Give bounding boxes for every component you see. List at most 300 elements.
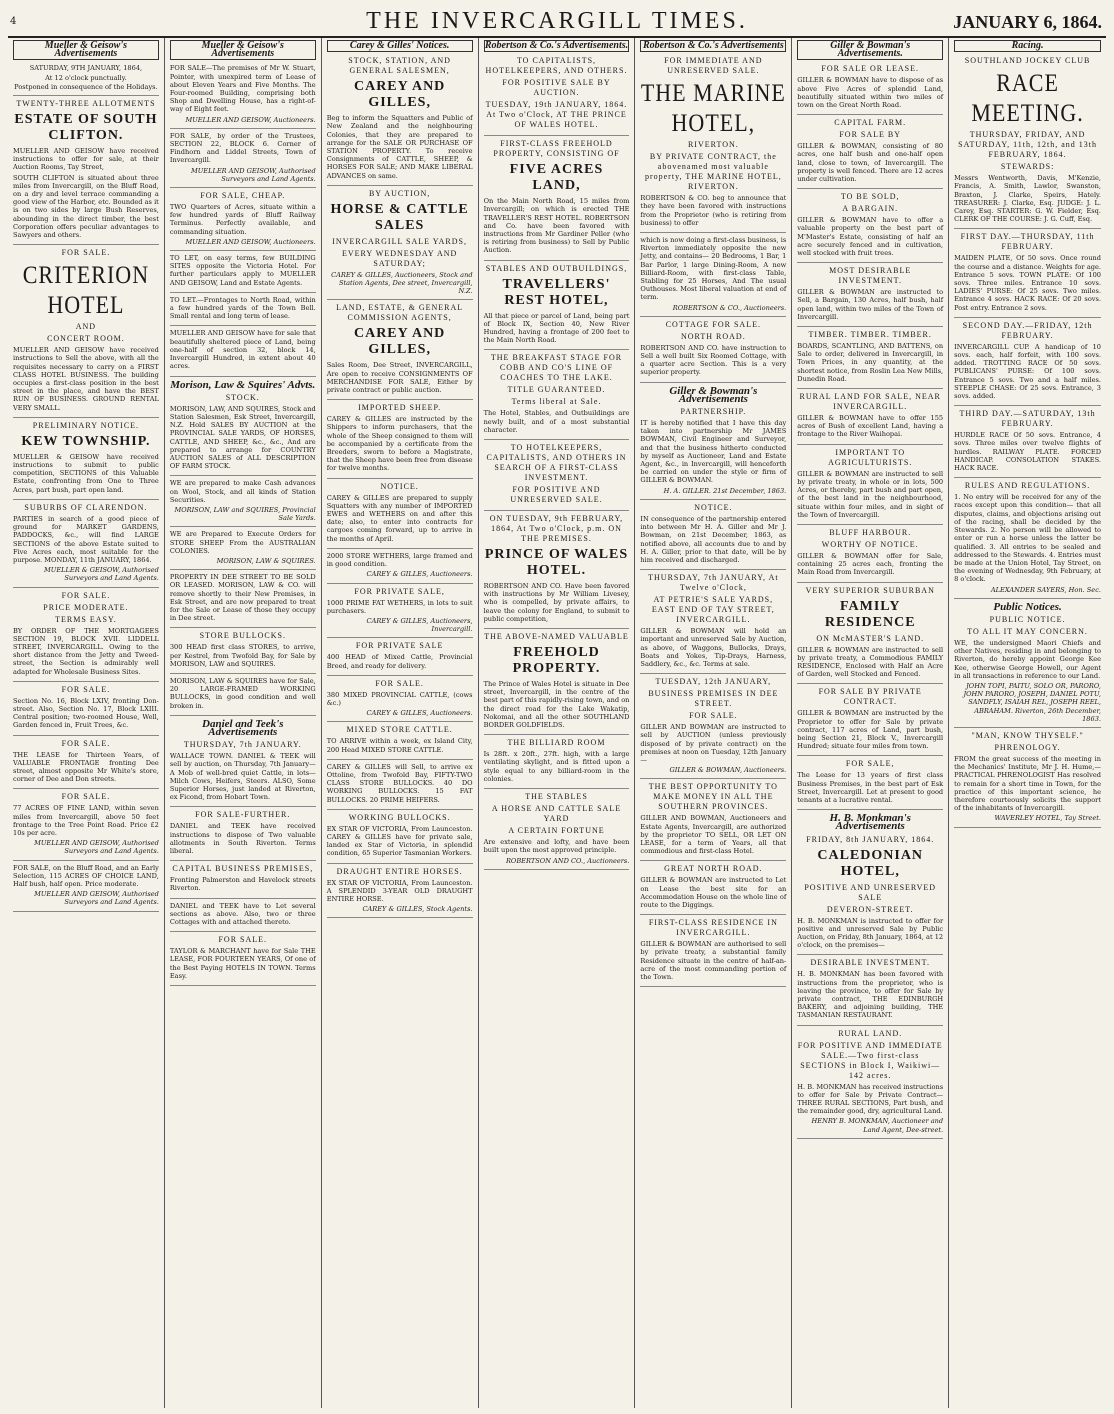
ad-subheading: NORTH ROAD. <box>680 331 746 341</box>
advertisement <box>170 631 316 674</box>
advertisement <box>170 810 316 861</box>
ad-subheading: TUESDAY, 19th JANUARY, 1864. At Two o'Clock, AT THE PRINCE OF WALES HOTEL. <box>485 100 628 130</box>
ad-subheading: THIRD DAY.—SATURDAY, 13th FEBRUARY. <box>959 409 1096 429</box>
advertisement <box>797 64 943 115</box>
ad-body-text: Sales Room, Dee Street, INVERCARGILL, Are open to receive CONSIGNMENTS OF MERCHANDISE FOR SALE, Either by private contract or public auction. <box>326 361 473 395</box>
ad-subheading: TWENTY-THREE ALLOTMENTS <box>16 99 156 109</box>
advertisement <box>484 632 630 735</box>
ad-body-text: The Prince of Wales Hotel is situate in Dee street, Invercargill, in the centre of the best part of this rapidly-rising town, and on the direct road for the Lake Wakatip, Nokomai, and all the other SOUTHLAND BORDER GOLDFIELDS. <box>483 680 630 730</box>
ad-subheading: FOR PRIVATE SALE <box>355 641 444 651</box>
ad-subheading: INVERCARGILL SALE YARDS, <box>332 236 467 246</box>
ad-body-text: TWO Quarters of Acres, situate within a few hundred yards of Bluff Railway Terminus. Perfectly available, and commanding situation. <box>169 203 316 236</box>
column-header: Robertson & Co.'s Advertisements <box>640 40 786 52</box>
ad-display-title: FIVE ACRES LAND, <box>509 162 604 194</box>
ad-subheading: PRELIMINARY NOTICE. <box>32 420 140 430</box>
ad-subheading: "MAN, KNOW THYSELF." <box>971 730 1084 740</box>
advertisement <box>640 503 786 570</box>
ad-body-text: On the Main North Road, 15 miles from Invercargill; on which is erected THE TRAVELLER'S REST HOTEL. ROBERTSON and Co. have been favored with instructions from Mr Gardiner Peller (who is retiring from business) to Sell by Public Auction. <box>483 197 630 255</box>
ad-body-text: TO LET.—Frontages to North Road, within a few hundred yards of the Town Bell. Small rental and long term of lease. <box>169 295 316 321</box>
ad-subheading: EVERY WEDNESDAY AND SATURDAY; <box>341 248 458 268</box>
ad-subheading: FOR SALE. <box>61 738 111 748</box>
ad-body-text: WE, the undersigned Maori Chiefs and other Natives, residing in and belonging to Riverton, do hereby appoint George Kee Kee, otherwise George Howell, our Agent in all transactions in reference to our Land. <box>954 638 1101 680</box>
ad-subheading: RURAL LAND FOR SALE, NEAR INVERCARGILL. <box>799 392 941 412</box>
ad-subheading: ON TUESDAY, 9th FEBRUARY, 1864, At Two o'Clock, p.m. ON THE PREMISES. <box>489 514 624 544</box>
advertisement <box>954 615 1101 728</box>
ad-body-text: All that piece or parcel of Land, being part of Block IX, Section 40, New River Hundred, having a frontage of 200 feet to the Main North Road. <box>483 311 630 345</box>
advertisement <box>170 64 316 128</box>
ad-subheading: VERY SUPERIOR SUBURBAN <box>805 585 935 595</box>
ad-body-text: H. B. MONKMAN is instructed to offer for positive and unreserved Sale by Public Auction, on Friday, 8th January, 1864, at 12 o'clock, on the premises— <box>797 916 944 950</box>
ad-subheading: WORKING BULLOCKS. <box>348 812 451 822</box>
ad-subheading: STORE BULLOCKS. <box>199 631 286 641</box>
ad-subheading: FOR SALE. <box>61 792 111 802</box>
ad-body-text: ROBERTSON AND CO. have instruction to Sell a well built Six Roomed Cottage, with a quarter acre Section. This is a very superior property. <box>640 343 787 377</box>
ad-body-text: Messrs Wentworth, Davis, M'Kenzie, Francis, A. Smith, Lawlor, Swanston, Braxton, J. Clarke, Speirs, Hately. TREASURER: J. Clarke, Esq. JUDGE: J. L. Carey, Esq. STARTER: G. W. Fielder, Esq. CLERK OF THE COURSE: J. G. Cuff, Esq. <box>954 174 1101 224</box>
ad-body-text: GILLER AND BOWMAN are instructed to sell by AUCTION (unless previously disposed of by private contract) on the premises at noon on Tuesday, 12th January— <box>640 723 787 764</box>
advertisement <box>170 740 316 807</box>
ad-headline: ESTATE OF SOUTH CLIFTON. <box>14 112 158 144</box>
ad-display-title: PRINCE OF WALES HOTEL. <box>484 547 629 579</box>
ad-signature: CAREY & GILLES, Auctioneers. <box>366 709 473 718</box>
ad-subheading: FOR SALE. <box>61 684 111 694</box>
ad-headline: CAREY AND GILLES, <box>353 326 446 358</box>
ad-subheading: CONCERT ROOM. <box>47 334 125 344</box>
advertisement <box>170 254 316 293</box>
ad-subheading: LAND, ESTATE, & GENERAL COMMISSION AGENTS, <box>336 303 464 323</box>
section-heading: Public Notices. <box>993 600 1062 613</box>
ad-signature: CAREY & GILLES, Stock Agents. <box>362 905 473 914</box>
ad-body-text: GILLER & BOWMAN, consisting of 80 acres, one half bush and one-half open land, close to town, of Invercargill. The property is well fenced. There are 12 acres under cultivation. <box>797 142 944 184</box>
ad-headline: KEW TOWNSHIP. <box>21 433 151 449</box>
ad-signature: MUELLER AND GEISOW, Authorised Surveyors and Land Agents. <box>34 890 159 907</box>
ad-subheading: THURSDAY, 7th JANUARY. <box>183 740 302 750</box>
advertisement <box>797 192 943 263</box>
ad-display-title: FAMILY RESIDENCE <box>824 598 916 630</box>
ad-body-text: PARTIES in search of a good piece of ground for MARKET GARDENS, PADDOCKS, &c., will find LARGE SECTIONS of the above Estate suited to Five Acres each, most suitable for the purpose. MONDAY, 11th JANUARY, 1864. <box>13 514 159 564</box>
advertisement <box>13 99 159 245</box>
ad-body-text: MUELLER & GEISOW have received instructions to submit to public competition, SECTIONS of this Valuable Estate, confronting from One to Three Acres, part bush, part open land. <box>13 452 159 494</box>
advertisement <box>640 236 786 317</box>
ad-body-text: GILLER & BOWMAN offer for Sale, containing 25 acres each, fronting the Main Road from Invercargill. <box>797 551 944 577</box>
ad-subheading: DESIRABLE INVESTMENT. <box>810 958 930 968</box>
ad-subheading: FOR SALE. <box>61 248 111 258</box>
advertisement <box>954 409 1101 478</box>
advertisement <box>640 782 786 861</box>
column-4 <box>479 38 636 1408</box>
ad-body-text: MORISON, LAW & SQUIRES have for Sale, 20 LARGE-FRAMED WORKING BULLOCKS, in good condition and well broken in. <box>169 676 316 710</box>
advertisement <box>13 792 159 860</box>
ad-subheading: TITLE GUARANTEED. <box>507 385 606 395</box>
advertisement <box>170 902 316 933</box>
advertisement <box>170 479 316 527</box>
ad-subheading: AND <box>75 322 97 332</box>
column-header: Mueller & Geisow's Advertisements <box>13 40 159 60</box>
ad-subheading: FOR IMMEDIATE AND UNRESERVED SALE. <box>664 56 763 76</box>
ad-subheading: PHRENOLOGY. <box>994 742 1061 752</box>
ad-signature: ROBERTSON AND CO., Auctioneers. <box>505 856 630 865</box>
ad-subheading: STOCK. <box>225 392 260 402</box>
ad-body-text: WALLACE TOWN. DANIEL & TEEK will sell by auction, on Thursday, 7th January— A Mob of well-bred quiet Cattle, in lots— Milch Cows, Heifers, Steers. ALSO, Some Superior Horses, just landed at Riverton, ex Ficond, from Hobart Town. <box>169 752 316 802</box>
ad-subheading: BY AUCTION, <box>368 188 431 198</box>
ad-body-text: FOR SALE—The premises of Mr W. Stuart, Pointer, with unexpired term of Lease of about Eleven Years and Five Months. The Four-roomed Building, comprising both Shop and Dwelling House, has a right-of-way of Eight feet. <box>169 64 316 114</box>
ad-subheading: FIRST-CLASS FREEHOLD PROPERTY, CONSISTING OF <box>493 139 620 159</box>
column-2 <box>165 38 322 1408</box>
ad-subheading: TUESDAY, 12th JANUARY, <box>655 677 772 687</box>
ad-subheading: TO CAPITALISTS, HOTELKEEPERS, AND OTHERS. <box>485 56 628 76</box>
ad-display-title: HORSE & CATTLE SALES <box>330 201 469 233</box>
advertisement <box>13 591 159 682</box>
section-heading: Daniel and Teek's Advertisements <box>202 717 284 738</box>
advertisement <box>484 264 630 351</box>
ad-body-text: BOARDS, SCANTLING, AND BATTENS, on Sale to order, delivered in Invercargill, in Town Prices, in any quantity, at the shortest notice, from Roslin Lea New Mills, Dunedin Road. <box>797 342 944 383</box>
advertisement <box>484 443 630 511</box>
advertisement <box>170 864 316 898</box>
advertisement <box>954 56 1101 229</box>
advertisement <box>484 514 630 629</box>
advertisement <box>327 189 473 301</box>
ad-body-text: Section No. 16, Block LXIV, fronting Don-street. Also, Section No. 17, Block LXIII. Central position; two-roomed House, Well, Garden fenced in, Fruit Trees, &c. <box>13 696 159 730</box>
ad-line: At 12 o'clock punctually. <box>45 73 127 82</box>
advertisement <box>797 586 943 685</box>
advertisement <box>170 132 316 188</box>
ad-signature: CAREY & GILLES, Auctioneers, Invercargill. <box>366 616 473 634</box>
ad-body-text: 77 ACRES OF FINE LAND, within seven miles from Invercargill, above 50 feet frontage to the Tree Point Road. Price £2 10s per acre. <box>13 804 159 837</box>
column-header: Racing. <box>954 40 1101 52</box>
column-header: Robertson & Co.'s Advertisements. <box>484 40 629 51</box>
page-mark: 4 <box>10 16 17 27</box>
ad-body-text: BY ORDER OF THE MORTGAGEES SECTION 19, BLOCK XVII. LIDDELL STREET, INVERCARGILL. Owing to the short distance from the Jetty and Tweed-street, the Section is admirably well adapted for Wholesale Business Sites. <box>13 626 159 676</box>
ad-subheading: BY PRIVATE CONTRACT, the abovenamed most valuable property, THE MARINE HOTEL, RIVERTON. <box>644 152 782 192</box>
ad-signature: ROBERTSON & CO., Auctioneers. <box>672 303 787 312</box>
ad-body-text: The Lease for 13 years of first class Business Premises, in the best part of Esk Street, Invercargill. Let at present to good tenants at a lucrative rental. <box>797 771 944 804</box>
advertisement <box>797 392 943 445</box>
issue-date: JANUARY 6, 1864. <box>953 12 1102 32</box>
ad-subheading: FOR SALE. <box>61 590 111 600</box>
ad-subheading: NOTICE. <box>694 502 733 512</box>
ad-subheading: STOCK, STATION, AND GENERAL SALESMEN, <box>348 56 451 76</box>
ad-signature: H. A. GILLER. 21st December, 1863. <box>663 486 787 495</box>
advertisement <box>170 935 316 986</box>
newspaper-columns <box>8 38 1106 1408</box>
ad-body-text: MORISON, LAW, AND SQUIRES, Stock and Station Salesmen, Esk Street, Invercargill, N.Z. Hold SALES BY AUCTION at the PROVINCIAL SALE YARDS, OF HORSES, CATTLE, AND SHEEP, &c., &c., And are prepared to arrange for COUNTRY AUCTION SALES of ALL DESCRIPTION OF FARM STOCK. <box>169 404 316 471</box>
advertisement <box>13 503 159 588</box>
ad-subheading: CAPITAL FARM. <box>834 118 907 128</box>
ad-subheading: FOR SALE, <box>845 759 895 769</box>
ad-subheading: RIVERTON. <box>687 140 739 150</box>
advertisement <box>327 679 473 723</box>
ad-subheading: TO ALL IT MAY CONCERN. <box>967 626 1088 636</box>
ad-body-text: FOR SALE, by order of the Trustees, SECTION 22, BLOCK 6. Corner of Findhorn and Liddel Streets, Town of Invercargill. <box>169 131 316 165</box>
ad-body-text: GILLER & BOWMAN are instructed to Let on Lease the best site for an Accommodation House on the whole line of route to the Diggings. <box>640 876 787 909</box>
advertisement <box>327 587 473 639</box>
advertisement <box>170 677 316 716</box>
advertisement <box>954 321 1101 406</box>
ad-subheading: TO BE SOLD, <box>840 192 900 202</box>
ad-display-title: CRITERION HOTEL <box>22 260 150 319</box>
ad-signature: MUELLER & GEISOW, Authorised Surveyors and Land Agents. <box>44 566 159 583</box>
ad-body-text: GILLER & BOWMAN are instructed to sell by private treaty, a Commodious FAMILY RESIDENCE, Enclosed with Half an Acre of Garden, well Stocked and Fenced. <box>797 645 944 679</box>
ad-subheading: FOR POSITIVE AND UNRESERVED SALE. <box>510 485 603 505</box>
ad-line: Postponed in consequence of the Holidays. <box>14 82 158 91</box>
ad-body-text: DANIEL and TEEK have received instructions to dispose of Two valuable allotments in South Riverton. Terms liberal. <box>169 822 316 856</box>
ad-subheading: COTTAGE FOR SALE. <box>665 319 761 329</box>
advertisement <box>954 232 1101 317</box>
ad-subheading: ON McMASTER'S LAND. <box>816 633 925 643</box>
ad-subheading: FOR POSITIVE AND IMMEDIATE SALE.—Two first-class SECTIONS in Block I, Waikiwi—142 acres. <box>797 1040 943 1080</box>
advertisement <box>797 1029 943 1139</box>
ad-signature: MORISON, LAW and SQUIRES, Provincial Sale Yards. <box>174 505 316 523</box>
ad-subheading: MOST DESIRABLE INVESTMENT. <box>829 266 912 286</box>
advertisement <box>327 725 473 759</box>
ad-signature: CAREY & GILLES, Auctioneers. <box>366 570 473 579</box>
ad-subheading: FOR POSITIVE SALE BY AUCTION. <box>502 78 611 98</box>
advertisement <box>170 191 316 251</box>
masthead <box>8 6 1106 38</box>
ad-subheading: FOR SALE-FURTHER. <box>195 810 291 820</box>
ad-subheading: SOUTHLAND JOCKEY CLUB <box>964 56 1091 66</box>
ad-subheading: FIRST DAY.—THURSDAY, 11th FEBRUARY. <box>960 232 1095 252</box>
ad-subheading: A HORSE AND CATTLE SALE YARD <box>491 804 622 824</box>
ad-subheading: RULES AND REGULATIONS. <box>964 481 1091 491</box>
ad-signature: MUELLER AND GEISOW, Authorised Surveyors and Land Agents. <box>34 839 159 856</box>
ad-subheading: PUBLIC NOTICE. <box>989 614 1066 624</box>
ad-body-text: IT is hereby notified that I have this day taken into partnership Mr JAMES BOWMAN, Civil Engineer and Surveyor, and that the business hitherto conducted by myself as Auctioneer, Land and Estate Agent, &c., in Invercargill, will henceforth be carried on under the style or firm of GILLER & BOWMAN. <box>640 419 787 485</box>
ad-body-text: 400 HEAD of Mixed Cattle, Provincial Breed, and ready for delivery. <box>326 653 473 670</box>
ad-body-text: Fronting Palmerston and Havelock streets Riverton. <box>169 876 316 893</box>
ad-subheading: DRAUGHT ENTIRE HORSES. <box>336 866 463 876</box>
advertisement <box>170 573 316 628</box>
ad-subheading: IMPORTANT TO AGRICULTURISTS. <box>828 447 913 467</box>
ad-subheading: FOR SALE BY <box>839 130 902 140</box>
advertisement <box>327 641 473 675</box>
ad-subheading: FOR SALE BY PRIVATE CONTRACT. <box>818 687 922 707</box>
advertisement <box>640 918 786 987</box>
ad-subheading: PARTNERSHIP. <box>680 407 747 417</box>
section-heading: H. B. Monkman's Advertisements <box>829 812 911 833</box>
advertisement <box>484 792 630 870</box>
advertisement <box>484 56 630 136</box>
ad-body-text: WE are prepared to make Cash advances on Wool, Stock, and all kinds of Station Securities. <box>169 479 316 504</box>
ad-body-text: THE LEASE for Thirteen Years, of VALUABLE FRONTAGE fronting Dee street, almost opposite Mr White's store, corner of Dee and Don streets. <box>13 750 159 784</box>
advertisement <box>797 448 943 525</box>
advertisement <box>797 835 943 956</box>
column-7 <box>949 38 1106 1408</box>
advertisement <box>797 958 943 1025</box>
ad-body-text: TO LET, on easy terms, few BUILDING SITES opposite the Victoria Hotel. For further particulars apply to MUELLER AND GEISOW, Land and Estate Agents. <box>169 254 316 287</box>
column-5 <box>635 38 792 1408</box>
ad-body-text: CAREY & GILLES are prepared to supply Squatters with any number of IMPORTED EWES and WETHERS on and after this date; also, to enter into contracts for cargoes coming forward, up to arrive in the months of April. <box>326 493 473 543</box>
advertisement <box>797 687 943 756</box>
advertisement <box>170 296 316 327</box>
ad-body-text: H. B. MONKMAN has received instructions to offer for Sale by Private Contract— THREE RURAL SECTIONS, Part bush, and the remainder good, dry, agricultural Land. <box>797 1082 944 1116</box>
ad-body-text: FOR SALE, on the Bluff Road, and an Early Selection, 115 ACRES OF CHOICE LAND, Half bush, half open. Price moderate. <box>13 863 159 888</box>
ad-subheading: STABLES AND OUTBUILDINGS, <box>485 263 628 273</box>
ad-body-text: 1000 PRIME FAT WETHERS, in lots to suit purchasers. <box>326 598 473 615</box>
column-header: Carey & Gilles' Notices. <box>327 40 473 52</box>
ad-subheading: BLUFF HARBOUR. <box>829 527 912 537</box>
section-heading: Morison, Law & Squires' Advts. <box>170 378 316 391</box>
ad-body-text: TO ARRIVE within a week, ex Island City, 200 Head MIXED STORE CATTLE. <box>326 737 473 754</box>
advertisement <box>640 677 786 779</box>
ad-headline: CAREY AND GILLES, <box>353 79 446 111</box>
advertisement <box>640 573 786 674</box>
ad-subheading: RURAL LAND. <box>838 1028 903 1038</box>
ad-body-text: MAIDEN PLATE, Of 50 sovs. Once round the course and a distance. Weights for age. Entrance 5 sovs. TOWN PLATE: Of 100 sovs. Three miles. Entrance 10 sovs. LADIES' PURSE: Of 25 sovs. Two miles. Entrance 4 sovs. HACK RACE: Of 20 sovs. Post entry. Entrance 2 sovs. <box>954 254 1101 312</box>
ad-subheading: NOTICE. <box>380 481 419 491</box>
ad-body-text: The Hotel, Stables, and Outbuildings are newly built, and of a most substantial character. <box>483 409 630 434</box>
column-3 <box>322 38 479 1408</box>
advertisement <box>797 330 943 389</box>
ad-subheading: DEVERON-STREET. <box>826 904 914 914</box>
ad-signature: GILLER & BOWMAN, Auctioneers. <box>669 766 787 775</box>
advertisement <box>13 864 159 912</box>
ad-subheading: STEWARDS: <box>1000 162 1055 172</box>
ad-display-title: FREEHOLD PROPERTY. <box>512 645 601 677</box>
ad-line: SATURDAY, 9TH JANUARY, 1864, <box>29 64 143 73</box>
advertisement <box>327 403 473 478</box>
advertisement <box>13 248 159 418</box>
ad-body-text: 2000 STORE WETHERS, large framed and in good condition. <box>326 551 473 569</box>
advertisement <box>13 421 159 500</box>
ad-signature: WAVERLEY HOTEL, Tay Street. <box>994 814 1101 823</box>
advertisement <box>13 685 159 736</box>
advertisement <box>954 731 1101 828</box>
advertisement <box>327 303 473 400</box>
ad-body-text: GILLER & BOWMAN have to offer a valuable property on the best part of M'Master's Estate, consisting of half an acre securely fenced and in cultivation, well stocked with fruit trees. <box>797 216 944 258</box>
advertisement <box>327 552 473 584</box>
ad-body-text: FROM the great success of the meeting in the Mechanics' Institute, Mr J. H. Hume,— PRACTICAL PHRENOLOGIST Has resolved to remain for a short time in Town, for the practice of this important science, he therefore courteously solicits the support of the inhabitants of Invercargill. <box>954 754 1101 813</box>
ad-body-text: Beg to inform the Squatters and Public of New Zealand and the neighbouring Colonies, that they are prepared to arrange for the SALE OR PURCHASE OF STATION PROPERTY. To receive Consignments of CATTLE, SHEEP, & HORSES FOR SALE; AND MAKE LIBERAL ADVANCES on same. <box>326 114 473 180</box>
ad-subheading: FOR SALE, CHEAP. <box>200 191 286 201</box>
ad-display-title: THE MARINE HOTEL, <box>640 78 786 137</box>
ad-subheading: FRIDAY, 8th JANUARY, 1864. <box>806 834 935 844</box>
ad-subheading: GREAT NORTH ROAD. <box>664 864 763 874</box>
ad-body-text: GILLER & BOWMAN are instructed by the Proprietor to offer for Sale by private contract, 117 acres of Land, part bush, being Section 21, Block V., Invercargill Hundred; situate four miles from town. <box>797 709 944 751</box>
ad-subheading: FOR PRIVATE SALE, <box>354 586 445 596</box>
ad-subheading: THE BILLIARD ROOM <box>507 738 606 748</box>
ad-body-text: ROBERTSON & CO. beg to announce that they have been favored with instructions from the Proprietor (who is retiring from business) to offer <box>640 194 787 227</box>
advertisement <box>484 139 630 260</box>
ad-subheading: AT PETRIE'S SALE YARDS, EAST END OF TAY STREET, INVERCARGILL. <box>651 595 775 625</box>
ad-body-text: INVERCARGILL CUP. A handicap of 10 sovs. each, half forfeit, with 100 sovs. added. TROTTING RACE Of 50 sovs. PUBLICANS' PURSE: Of 100 sovs. Entrance 5 sovs. Two and a half miles. STEEPLE CHASE: Of 25 sovs. Entrance, 3 sovs. added. <box>954 342 1101 401</box>
ad-body-text: 1. No entry will be received for any of the races except upon this condition— that all disputes, claims, and objections arising out of the racing, shall be decided by the Stewards. 2. No person will be allowed to enter or run a horse unless the latter be qualified. 3. All entries to be sealed and addressed to the Stewards. 4. Entries must be made at the Union Hotel, Tay Street, on the evening of Wednesday, 9th February, at 8 o'clock. <box>954 493 1101 584</box>
ad-signature: MORISON, LAW & SQUIRES. <box>216 556 316 565</box>
ad-subheading: FIRST-CLASS RESIDENCE IN INVERCARGILL. <box>648 918 778 938</box>
ad-body-text: IN consequence of the partnership entered into between Mr H. A. Giller and Mr J. Bowman, on 21st December, 1863, as notified above, all accounts due to and by H. A. Giller, prior to that date, will be by him received and discharged. <box>640 514 787 564</box>
advertisement <box>170 329 316 376</box>
ad-subheading: A CERTAIN FORTUNE <box>508 826 605 836</box>
ad-body-text: ROBERTSON AND CO. Have been favored with instructions by Mr William Livesey, who is compelled, by private affairs, to leave the colony for England, to submit to public competition, <box>483 582 630 623</box>
ad-subheading: IMPORTED SHEEP. <box>358 403 442 413</box>
ad-subheading: MIXED STORE CATTLE. <box>346 725 453 735</box>
ad-body-text: EX STAR OF VICTORIA, From Launceston. CAREY & GILLES have for private sale, landed ex Star of Victoria, in splendid condition, 65 Superior Tasmanian Workers. <box>326 824 473 858</box>
ad-signature: HENRY B. MONKMAN, Auctioneer and Land Agent, Dee-street. <box>811 1117 944 1134</box>
ad-subheading: SUBURBS OF CLARENDON. <box>24 502 148 512</box>
ad-subheading: THURSDAY, FRIDAY, AND SATURDAY, 11th, 12th, and 13th FEBRUARY, 1864. <box>958 130 1097 160</box>
ad-body-text: CAREY & GILLES will Sell, to arrive ex Ottoline, from Twofold Bay, FIFTY-TWO CLASS STORE BULLOCKS. 40 DO WORKING BULLOCKS. 15 FAT BULLOCKS. 20 PRIME HEIFERS. <box>326 762 473 804</box>
advertisement <box>327 482 473 549</box>
ad-subheading: WORTHY OF NOTICE. <box>821 539 919 549</box>
ad-body-text: GILLER & BOWMAN are instructed to sell by private treaty, in whole or in lots, 500 Acres, or thereby, part bush and part open, of the best land in the neighbourhood, situate within four miles, and in sight of the Town of Invercargill. <box>797 469 944 519</box>
ad-signature: MUELLER AND GEISOW, Authorised Surveyors and Land Agents. <box>190 166 316 183</box>
ad-subheading: FOR SALE. <box>218 935 268 945</box>
ad-body-text: MUELLER AND GEISOW have received instructions to offer for sale, at their Auction Rooms, Tay Street, <box>13 147 159 172</box>
ad-signature: MUELLER AND GEISOW, Auctioneers. <box>185 115 316 124</box>
ad-body-text: MUELLER AND GEISOW have received instructions to Sell the above, with all the requisites necessary to carry on a FIRST CLASS HOTEL BUSINESS. The building occupies a first-class position in the best street in the place, and have the BEST RUN OF BUSINESS. GROUND RENTAL VERY SMALL. <box>13 346 159 412</box>
ad-body-text: PROPERTY IN DEE STREET TO BE SOLD OR LEASED. MORISON, LAW & CO. will remove shortly to their New Premises, in Esk Street, and are now prepared to treat for the Sale or Lease of those they occupy in Dee street. <box>169 573 316 623</box>
ad-body-text: GILLER & BOWMAN will hold an important and unreserved Sale by Auction, as above, of Waggons, Bullocks, Drays, Boats and Yokes, Tip-Drays, Harness, Saddlery, &c., &c. Terms at sale. <box>640 627 787 668</box>
ad-subheading: Terms liberal at Sale. <box>511 397 602 407</box>
column-header: Giller & Bowman's Advertisements. <box>797 40 943 60</box>
advertisement <box>13 739 159 790</box>
ad-subheading: TERMS EASY. <box>55 614 117 624</box>
ad-subheading: THE BREAKFAST STAGE FOR COBB AND CO'S LINE OF COACHES TO THE LAKE. <box>490 353 623 383</box>
ad-headline: TRAVELLERS' REST HOTEL, <box>502 276 611 308</box>
ad-subheading: THE STABLES <box>525 792 588 802</box>
column-1 <box>8 38 165 1408</box>
advertisement <box>327 867 473 919</box>
ad-body-text: GILLER AND BOWMAN, Auctioneers and Estate Agents, Invercargill, are authorized by the proprietor TO SELL, OR LET ON LEASE, for a term of Years, all that commodious and first-class Hotel. <box>640 814 787 856</box>
ad-body-text: EX STAR OF VICTORIA, From Launceston. A SPLENDID 3-YEAR OLD DRAUGHT ENTIRE HORSE. <box>326 878 473 903</box>
advertisement <box>640 320 786 383</box>
ad-body-text: 380 MIXED PROVINCIAL CATTLE, (cows &c.) <box>326 690 473 707</box>
ad-body-text: MUELLER AND GEISOW have for sale that beautifully sheltered piece of Land, being one-half of section 32, block 14, Invercargill Hundred, in extent about 40 acres. <box>169 329 316 371</box>
advertisement <box>170 530 316 570</box>
ad-body-text: Is 28ft. x 20ft., 27ft. high, with a large ventilating skylight, and is fitted upon a style equal to any billiard-room in the colonies. <box>483 750 630 783</box>
ad-display-title: CALEDONIAN HOTEL, <box>817 847 924 879</box>
ad-signature: MUELLER AND GEISOW, Auctioneers. <box>185 237 316 246</box>
ad-subheading: TIMBER. TIMBER. TIMBER. <box>808 330 932 340</box>
ad-signature: CAREY & GILLES, Auctioneers, Stock and Station Agents, Dee street, Invercargill, N.Z. <box>331 270 473 296</box>
ad-subheading: POSITIVE AND UNRESERVED SALE <box>804 882 937 902</box>
advertisement <box>327 763 473 810</box>
ad-subheading: THE ABOVE-NAMED VALUABLE <box>484 632 629 642</box>
ad-body-text: 300 HEAD first class STORES, to arrive, per Kestrel, from Twofold Bay, for Sale by MORISON, LAW and SQUIRES. <box>169 643 316 668</box>
advertisement <box>640 56 786 233</box>
advertisement <box>13 64 159 96</box>
ad-body-text: HURDLE RACE Of 50 sovs. Entrance, 4 sovs. Three miles over twelve flights of hurdles. RAILWAY PLATE. FORCED HANDICAP. CONSOLATION STAKES. HACK RACE. <box>954 431 1101 473</box>
ad-subheading: FOR SALE. <box>689 711 738 721</box>
advertisement <box>640 864 786 915</box>
advertisement <box>170 393 316 477</box>
advertisement <box>797 528 943 583</box>
ad-body-text: CAREY & GILLES are instructed by the Shippers to inform purchasers, that the whole of the Sheep consigned to them will be accompanied by a certificate from the Breeders, sworn to before a Magistrate, that the Sheep have been free from disease for twelve months. <box>326 415 473 473</box>
ad-subheading: TO HOTELKEEPERS, CAPITALISTS, AND OTHERS IN SEARCH OF A FIRST-CLASS INVESTMENT. <box>486 443 627 483</box>
ad-body-text: Are extensive and lofty, and have been built upon the most approved principle. <box>483 838 630 855</box>
ad-subheading: FOR SALE OR LEASE. <box>821 64 919 74</box>
advertisement <box>327 813 473 864</box>
advertisement <box>797 118 943 189</box>
ad-subheading: BUSINESS PREMISES IN DEE STREET. <box>648 689 779 709</box>
advertisement <box>640 407 786 500</box>
ad-signature: ALEXANDER SAYERS, Hon. Sec. <box>990 585 1101 594</box>
newspaper-title: THE INVERCARGILL TIMES. <box>366 8 748 34</box>
ad-body-text: GILLER & BOWMAN are authorised to sell by private treaty, a substantial family Residence situate in the centre of half-an-acre of the most commanding portion of the Town. <box>640 940 787 981</box>
ad-body-text: GILLER & BOWMAN have to offer 155 acres of Bush of excellent Land, having a frontage to the River Waihopai. <box>797 414 944 439</box>
ad-body-text: WE are Prepared to Execute Orders for STORE SHEEP From the AUSTRALIAN COLONIES. <box>169 530 316 555</box>
ad-subheading: CAPITAL BUSINESS PREMISES, <box>172 864 314 874</box>
ad-display-title: RACE MEETING. <box>971 68 1084 127</box>
advertisement <box>797 759 943 810</box>
advertisement <box>484 738 630 789</box>
ad-subheading: THURSDAY, 7th JANUARY, At Twelve o'Clock, <box>648 573 779 593</box>
ad-body-text: DANIEL and TEEK have to Let several sections as above. Also, two or three Cottages with and attached thereto. <box>169 901 316 927</box>
ad-body-text: GILLER & BOWMAN have to dispose of as above Five Acres of splendid Land, beautifully situated within two miles of town on the Great North Road. <box>797 76 944 110</box>
ad-subheading: PRICE MODERATE. <box>43 602 129 612</box>
advertisement <box>954 481 1101 598</box>
ad-body-text: H. B. MONKMAN has been favored with instructions from the proprietor, who is leaving the province, to offer for Sale by private contract, THE EDINBURGH BAKERY, and adjoining building, THE TASMANIAN RESTAURANT. <box>797 970 944 1020</box>
column-header: Mueller & Geisow's Advertisements <box>170 40 316 60</box>
